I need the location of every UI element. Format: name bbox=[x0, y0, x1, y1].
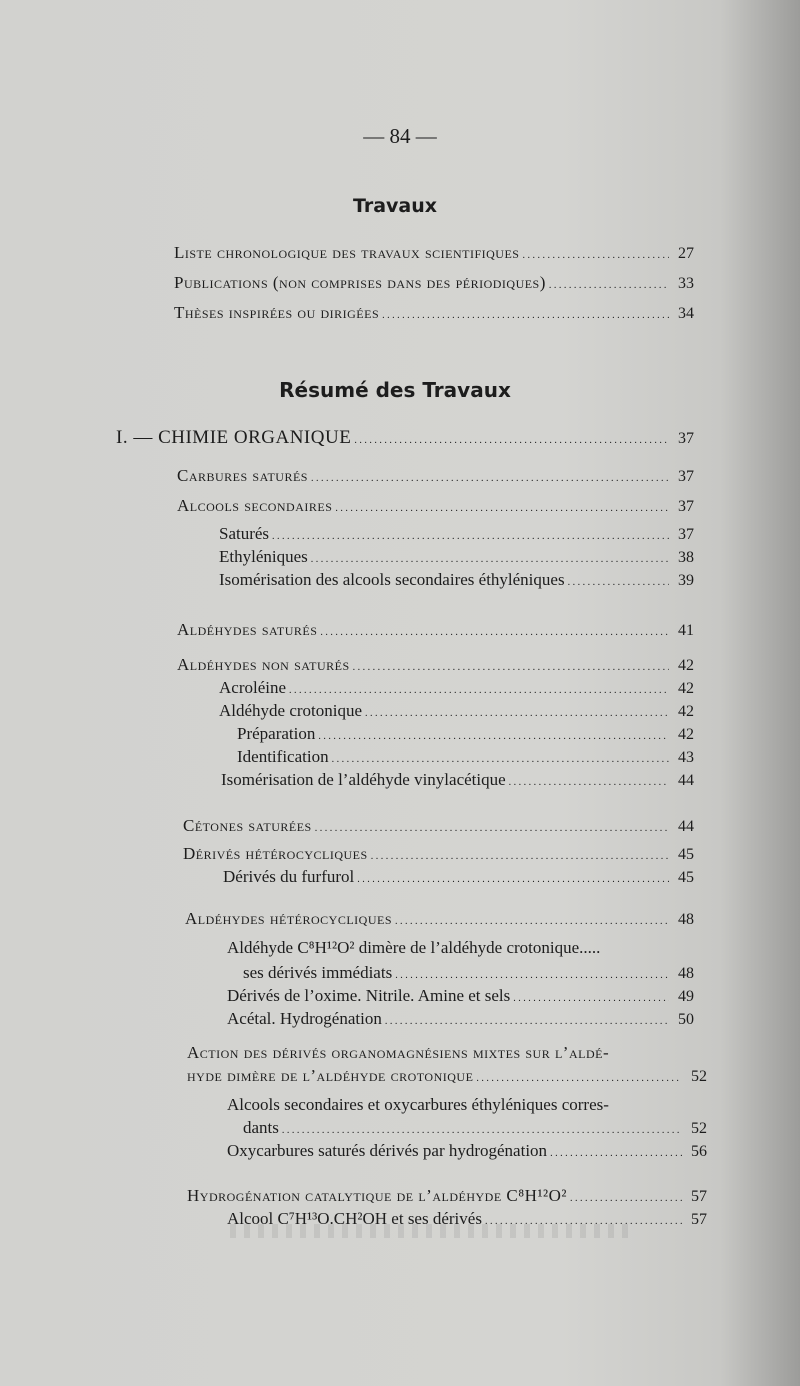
toc-entry-label: dants bbox=[243, 1118, 279, 1137]
toc-entry-label: Dérivés de l’oxime. Nitrile. Amine et sels bbox=[227, 986, 511, 1005]
toc-page-number: 48 bbox=[678, 965, 694, 982]
dot-leader bbox=[395, 965, 669, 983]
toc-entry-label: Oxycarbures saturés dérivés par hydrogénation bbox=[227, 1141, 548, 1160]
toc-entry-label: Ethyléniques bbox=[219, 547, 308, 566]
toc-entry-label: Alcool C⁷H¹³O.CH²OH et ses dérivés bbox=[227, 1209, 482, 1228]
toc-entry bbox=[187, 1186, 707, 1206]
bleed-through-text bbox=[230, 1224, 630, 1238]
toc-page-number: 38 bbox=[678, 549, 694, 566]
toc-page-number: 34 bbox=[678, 305, 694, 322]
toc-entry-label: Dérivés hétérocycliques bbox=[183, 844, 368, 863]
toc-page-number: 41 bbox=[678, 622, 694, 639]
dot-leader bbox=[320, 622, 669, 640]
toc-page-number: 37 bbox=[678, 526, 694, 543]
toc-page-number: 57 bbox=[691, 1188, 707, 1205]
toc-page-number: 37 bbox=[678, 430, 694, 447]
toc-page-number: 49 bbox=[678, 988, 694, 1005]
toc-entry-label: Isomérisation des alcools secondaires éthyléniques bbox=[219, 570, 565, 589]
travaux-heading: Travaux bbox=[352, 195, 438, 217]
dot-leader bbox=[522, 245, 669, 263]
toc-entry-label: Identification bbox=[237, 747, 329, 766]
toc-subentry bbox=[219, 570, 694, 590]
toc-subentry bbox=[219, 524, 694, 544]
dot-leader bbox=[371, 846, 669, 864]
dot-leader bbox=[311, 549, 669, 567]
toc-entry-label: Dérivés du furfurol bbox=[223, 867, 355, 886]
dot-leader bbox=[357, 869, 669, 887]
toc-page-number: 39 bbox=[678, 572, 694, 589]
toc-entry-label: Préparation bbox=[237, 724, 316, 743]
toc-entry-label: Cétones saturées bbox=[183, 816, 312, 835]
toc-page-number: 48 bbox=[678, 911, 694, 928]
toc-page-number: 43 bbox=[678, 749, 694, 766]
toc-subentry bbox=[219, 678, 694, 698]
toc-page-number: 42 bbox=[678, 657, 694, 674]
toc-entry-label: Thèses inspirées ou dirigées bbox=[174, 303, 380, 322]
toc-page-number: 33 bbox=[678, 275, 694, 292]
toc-subentry bbox=[223, 867, 694, 887]
toc-entry-first-line: Aldéhyde C⁸H¹²O² dimère de l’aldéhyde crotonique..... bbox=[227, 938, 601, 957]
dot-leader bbox=[353, 657, 669, 675]
dot-leader bbox=[289, 680, 669, 698]
toc-entry bbox=[174, 273, 694, 293]
dot-leader bbox=[509, 772, 669, 790]
dot-leader bbox=[272, 526, 669, 544]
dot-leader bbox=[476, 1068, 682, 1086]
toc-entry bbox=[187, 1066, 707, 1086]
dot-leader bbox=[382, 305, 669, 323]
toc-subentry bbox=[243, 1118, 707, 1138]
toc-subentry bbox=[227, 1141, 707, 1161]
toc-page-number: 44 bbox=[678, 818, 694, 835]
toc-page-number: 44 bbox=[678, 772, 694, 789]
dot-leader bbox=[385, 1011, 669, 1029]
toc-entry bbox=[183, 844, 694, 864]
toc-entry bbox=[177, 466, 694, 486]
toc-page-number: 42 bbox=[678, 680, 694, 697]
toc-entry-label: Hydrogénation catalytique de l’aldéhyde C⁸H¹²O² bbox=[187, 1186, 568, 1205]
toc-subentry bbox=[237, 724, 694, 744]
toc-entry-label: Liste chronologique des travaux scientifiques bbox=[174, 243, 520, 262]
toc-subentry bbox=[227, 1009, 694, 1029]
toc-subentry bbox=[227, 986, 694, 1006]
toc-page-number: 37 bbox=[678, 468, 694, 485]
toc-page-number: 45 bbox=[678, 869, 694, 886]
toc-page-number: 27 bbox=[678, 245, 694, 262]
toc-entry bbox=[183, 816, 694, 836]
toc-entry-label: Aldéhydes non saturés bbox=[177, 655, 350, 674]
toc-entry-label: Aldéhydes hétérocycliques bbox=[185, 909, 393, 928]
toc-subentry bbox=[219, 547, 694, 567]
toc-entry-label: Aldéhydes saturés bbox=[177, 620, 318, 639]
toc-entry-first-line: Alcools secondaires et oxycarbures éthyléniques corres- bbox=[227, 1095, 609, 1114]
toc-entry bbox=[185, 909, 694, 929]
toc-page-number: 50 bbox=[678, 1011, 694, 1028]
toc-entry-label: Alcools secondaires bbox=[177, 496, 333, 515]
toc-subentry bbox=[221, 770, 694, 790]
toc-page-number: 42 bbox=[678, 726, 694, 743]
toc-entry-label: Carbures saturés bbox=[177, 466, 308, 485]
toc-page-number: 57 bbox=[691, 1211, 707, 1228]
dot-leader bbox=[570, 1188, 682, 1206]
toc-entry-first-line: Action des dérivés organomagnésiens mixtes sur l’aldé- bbox=[187, 1043, 610, 1062]
dot-leader bbox=[395, 911, 669, 929]
dot-leader bbox=[311, 468, 669, 486]
toc-subentry bbox=[237, 747, 694, 767]
dot-leader bbox=[550, 1143, 682, 1161]
toc-entry-label: hyde dimère de l’aldéhyde crotonique bbox=[187, 1066, 474, 1085]
toc-entry bbox=[177, 655, 694, 675]
dot-leader bbox=[315, 818, 669, 836]
dot-leader bbox=[513, 988, 669, 1006]
toc-entry-label: Acétal. Hydrogénation bbox=[227, 1009, 382, 1028]
resume-heading: Résumé des Travaux bbox=[279, 378, 511, 402]
toc-entry-label: Isomérisation de l’aldéhyde vinylacétique bbox=[221, 770, 506, 789]
dot-leader bbox=[335, 498, 669, 516]
toc-entry-label: Acroléine bbox=[219, 678, 287, 697]
toc-page-number: 37 bbox=[678, 498, 694, 515]
toc-entry-label: Aldéhyde crotonique bbox=[219, 701, 363, 720]
toc-subentry bbox=[243, 963, 694, 983]
toc-page-number: 52 bbox=[691, 1068, 707, 1085]
dot-leader bbox=[365, 703, 669, 721]
dot-leader bbox=[318, 726, 669, 744]
toc-entry-label: Saturés bbox=[219, 524, 270, 543]
dot-leader bbox=[549, 275, 669, 293]
toc-page-number: 56 bbox=[691, 1143, 707, 1160]
toc-page-number: 52 bbox=[691, 1120, 707, 1137]
toc-entry bbox=[174, 243, 694, 263]
section-entry bbox=[116, 427, 694, 449]
toc-entry bbox=[177, 496, 694, 516]
toc-entry-label: ses dérivés immédiats bbox=[243, 963, 393, 982]
section-label: I. — CHIMIE ORGANIQUE bbox=[116, 427, 352, 448]
toc-entry bbox=[174, 303, 694, 323]
toc-subentry bbox=[219, 701, 694, 721]
toc-page-number: 45 bbox=[678, 846, 694, 863]
toc-entry-label: Publications (non comprises dans des périodiques) bbox=[174, 273, 546, 292]
dot-leader bbox=[568, 572, 669, 590]
page-number: — 84 — bbox=[363, 124, 437, 148]
toc-page-number: 42 bbox=[678, 703, 694, 720]
dot-leader bbox=[354, 430, 669, 448]
dot-leader bbox=[282, 1120, 682, 1138]
dot-leader bbox=[332, 749, 669, 767]
toc-entry bbox=[177, 620, 694, 640]
